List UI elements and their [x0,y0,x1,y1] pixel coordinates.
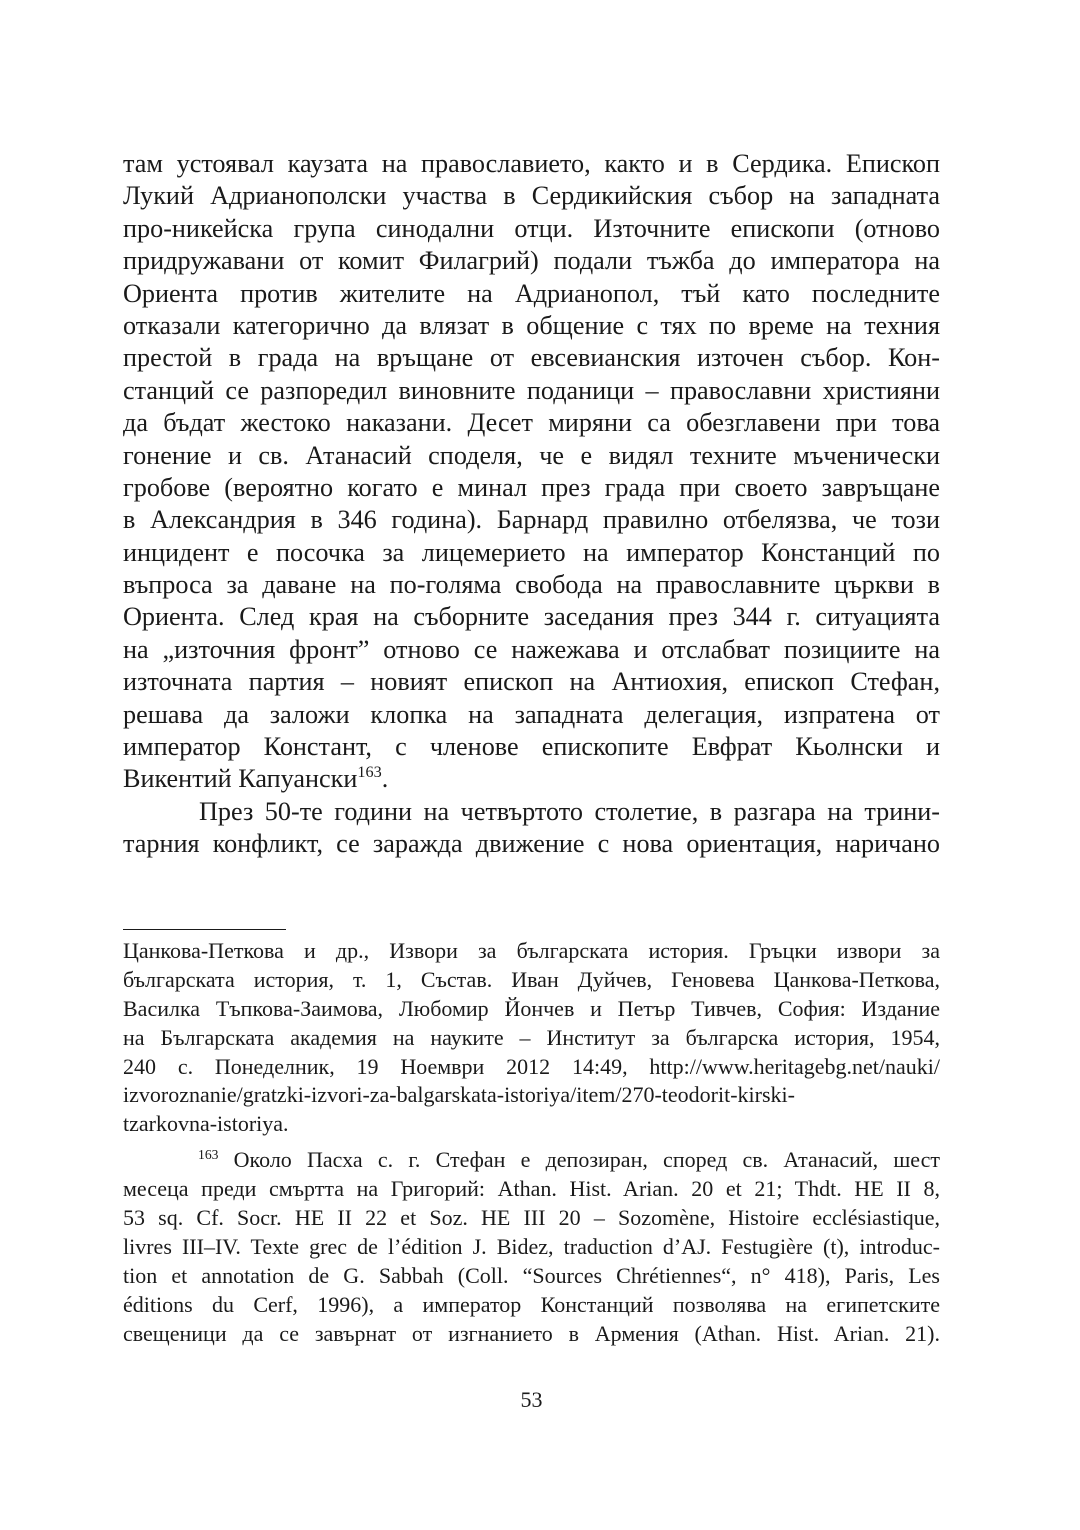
body-line: император Констант, с членове епископите Евфрат Кьолнски и [123,732,940,762]
body-line: Ориента против жителите на Адрианопол, тъй като последните [123,278,940,308]
body-line: придружавани от комит Филагрий) подали тъжба до императора на [123,246,940,276]
body-line: там устоявал каузата на православието, както и в Сердика. Епископ [123,149,940,178]
footnote-line: месеца преди смъртта на Григорий: Athan. Hist. Arian. 20 et 21; Thdt. HE II 8, [123,1176,940,1202]
body-line: на „източния фронт” отново се нажежава и отслабват позициите на [123,634,940,664]
body-line: гробове (вероятно когато е минал през града при своето завръщане [123,472,940,502]
footnote-number: 163 [198,1146,219,1162]
footnote-separator [123,929,286,930]
body-line: Ориента. След края на съборните заседания през 344 г. ситуацията [123,602,940,632]
body-line-last [123,763,940,795]
body-line: да бъдат жестоко наказани. Десет миряни са обезглавени при това [123,408,940,438]
body-line: източната партия – новият епископ на Антиохия, епископ Стефан, [123,667,940,697]
body-line: престой в града на връщане от евсевианския източен събор. Кон- [123,343,940,373]
footnote-line: Василка Тъпкова-Заимова, Любомир Йончев и Петър Тивчев, София: Издание [123,995,940,1021]
paragraph2-line: тарния конфликт, се заражда движение с нова ориентация, наричано [123,829,940,859]
footnote-163-first-line [123,1146,940,1175]
body-line: инцидент е посочка за лицемерието на император Констанций по [123,537,940,567]
footnote-163-text: Около Пасха с. г. Стефан е депозиран, според св. Атанасий, шест [218,1147,940,1173]
footnote-line: 53 sq. Cf. Socr. HE II 22 et Soz. HE III 20 – Sozomène, Histoire ecclésiastique, [123,1205,940,1231]
footnote-line: 240 с. Понеделник, 19 Ноември 2012 14:49, http://www.heritagebg.net/nauki/ [123,1053,940,1079]
body-line: в Александрия в 346 година). Барнард правилно отбелязва, че този [123,505,940,535]
body-line: решава да заложи клопка на западната делегация, изпратена от [123,699,940,729]
footnote-line: livres III–IV. Texte grec de l’édition J. Bidez, traduction d’AJ. Festugière (t), introduc- [123,1233,940,1259]
book-page [123,0,940,1530]
footnote-line: свещеници да се завърнат от изгнанието в Армения (Athan. Hist. Arian. 21). [123,1320,940,1346]
footnote-line: izvoroznanie/gratzki-izvori-za-balgarskata-istoriya/item/270-teodorit-kirski- [123,1082,795,1108]
footnote-line: éditions du Cerf, 1996), а император Констанций позволява на египетските [123,1291,940,1317]
footnote-line: tion et annotation de G. Sabbah (Coll. “Sources Chrétiennes“, n° 418), Paris, Les [123,1262,940,1288]
body-last-text: Викентий Капуански [123,764,358,794]
body-line: станций се разпоредил виновните поданици – православни християни [123,375,940,405]
body-line: гонение и св. Атанасий споделя, че е видял техните мъченически [123,440,940,470]
page-number: 53 [520,1387,543,1412]
body-line: про-никейска група синодални отци. Източните епископи (отново [123,213,940,243]
body-line: Лукий Адрианополски участва в Сердикийския събор на западната [123,181,940,211]
body-last-punct: . [381,764,389,794]
paragraph2-line: През 50-те години на четвъртото столетие, в разгара на трини- [199,796,940,826]
body-line: отказали категорично да влязат в общение с тях по време на техния [123,310,940,340]
body-line: въпроса за даване на по-голяма свобода на православните църкви в [123,570,940,600]
footnote-line-last: tzarkovna-istoriya. [123,1111,289,1137]
footnote-line: българската история, т. 1, Състав. Иван Дуйчев, Геновева Цанкова-Петкова, [123,966,940,992]
main-text [123,148,940,861]
footnotes [123,937,940,1348]
footnote-reference[interactable]: 163 [357,763,382,782]
footnote-line: Цанкова-Петкова и др., Извори за българската история. Гръцки извори за [123,938,940,963]
footnote-line: на Българската академия на науките – Институт за българска история, 1954, [123,1024,940,1050]
